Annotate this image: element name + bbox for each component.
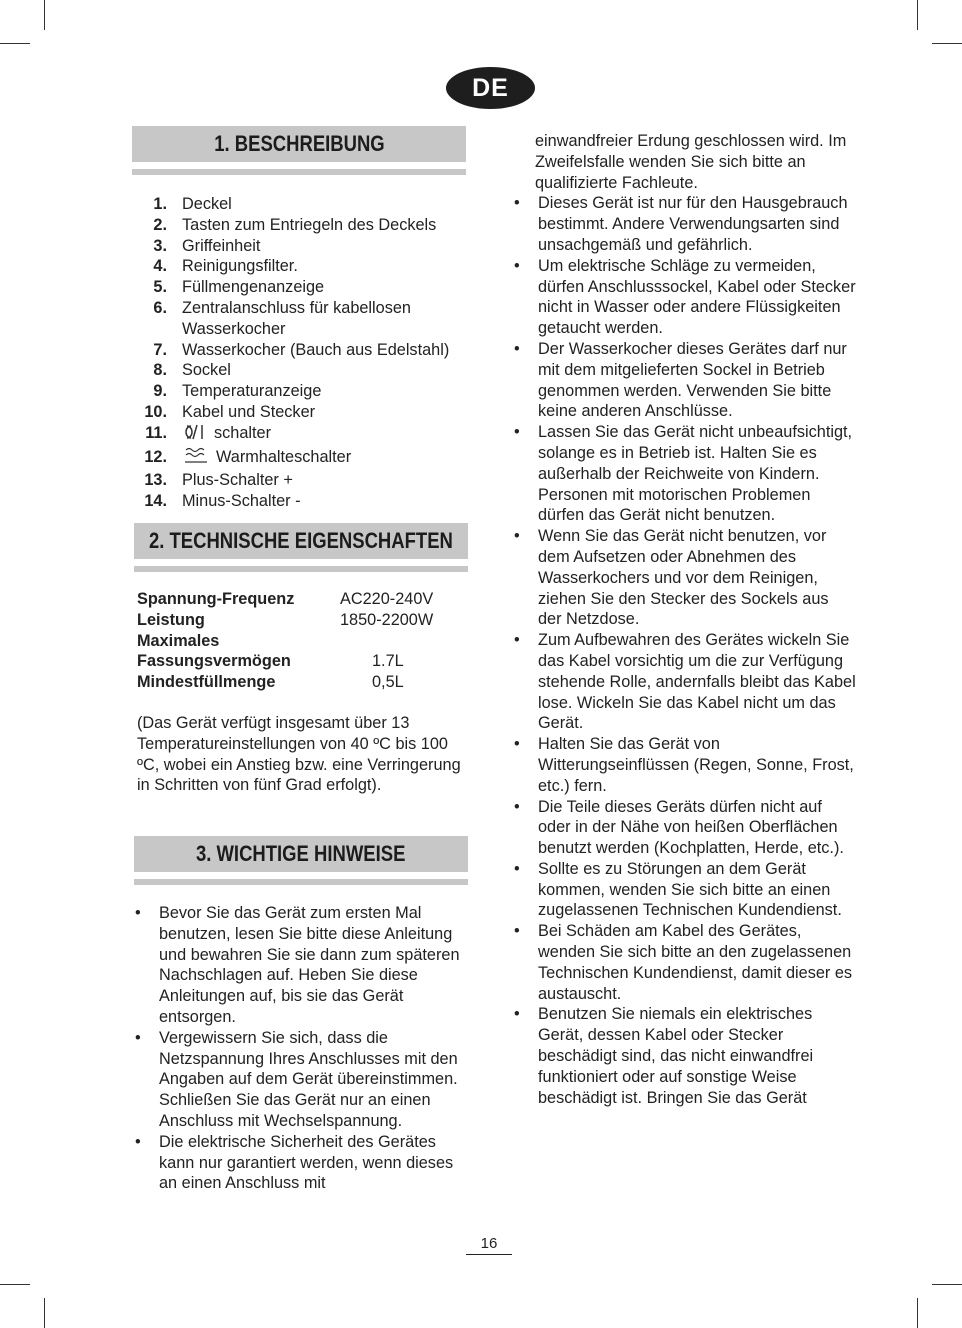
list-item-text: Bei Schäden am Kabel des Gerätes, wenden Sie sich bitte an den zugelassenen Technischen Kundendienst, damit dieser es austauscht.: [538, 922, 853, 1003]
bullet-icon: •: [514, 631, 520, 650]
list-item-text: schalter: [214, 423, 272, 442]
spec-value: 1850-2200W: [340, 610, 434, 629]
list-item: [132, 277, 472, 298]
list-item-text: Deckel: [182, 195, 232, 213]
list-item: [132, 423, 472, 447]
list-item-text: Plus-Schalter +: [182, 471, 293, 490]
bullet-icon: •: [514, 859, 520, 878]
list-item-number: 1.: [153, 195, 167, 213]
list-item-number: 4.: [153, 257, 167, 276]
list-item-text: einwandfreier Erdung geschlossen wird. Im Zweifelsfalle wenden Sie sich bitte an qualifizierte Fachleute.: [535, 132, 847, 192]
spec-key: Maximales: [137, 631, 220, 650]
list-item: [132, 381, 472, 402]
list-item: [132, 298, 472, 340]
bullet-icon: •: [514, 339, 520, 358]
list-item: [511, 526, 856, 630]
list-item-text: Tasten zum Entriegeln des Deckels: [182, 215, 437, 234]
list-item: [132, 491, 472, 512]
list-item-text: Wenn Sie das Gerät nicht benutzen, vor dem Aufsetzen oder Abnehmen des Wasserkochers und vor dem Reinigen, ziehen Sie den Stecker des Sockels aus der Netzdose.: [538, 527, 829, 629]
list-item: [511, 339, 856, 422]
list-item: [132, 236, 472, 257]
list-item-number: 6.: [153, 298, 167, 317]
list-item: [132, 194, 472, 215]
crop-mark: [0, 1284, 30, 1285]
section-divider: [134, 566, 468, 572]
list-item-text: Füllmengenanzeige: [182, 278, 325, 297]
list-item-number: 13.: [144, 471, 167, 490]
list-item: [132, 470, 472, 491]
list-item: [511, 921, 856, 1004]
spec-row: [137, 651, 467, 672]
list-item-text: Die Teile dieses Geräts dürfen nicht auf oder in der Nähe von heißen Oberflächen benutzt werden (Kochplatten, Herde, etc.).: [538, 797, 844, 858]
page-number: 16: [466, 1235, 512, 1255]
spec-row: [137, 589, 467, 610]
list-item-text: Wasserkocher (Bauch aus Edelstahl): [182, 340, 450, 359]
list-item-text: Vergewissern Sie sich, dass die Netzspannung Ihres Anschlusses mit den Angaben auf dem Gerät übereinstimmen. Schließen Sie das Gerät nur an einen Anschluss mit Wechselspannung.: [159, 1028, 458, 1130]
spec-key: Mindestfüllmenge: [137, 673, 276, 692]
list-item-text: Zum Aufbewahren des Gerätes wickeln Sie das Kabel vorsichtig um die zur Verfügung stehende Rolle, andernfalls bleibt das Kabel lose. Wickeln Sie das Kabel nicht um das Gerät.: [538, 631, 856, 733]
section-heading-wichtige-hinweise: 3. WICHTIGE HINWEISE: [134, 836, 468, 872]
crop-mark: [44, 1298, 45, 1328]
list-item: [511, 193, 856, 255]
list-item: [511, 630, 856, 734]
bullet-icon: •: [514, 194, 520, 213]
crop-mark: [44, 0, 45, 30]
list-item: [511, 1004, 856, 1108]
list-item: [132, 447, 472, 471]
list-item-number: 9.: [153, 382, 167, 401]
crop-mark: [917, 1298, 918, 1328]
list-item: [132, 360, 472, 381]
list-item-text: Die elektrische Sicherheit des Gerätes kann nur garantiert werden, wenn dieses an einen Anschluss mit: [159, 1132, 454, 1193]
bullet-icon: •: [514, 527, 520, 546]
bullet-icon: •: [514, 735, 520, 754]
keep-warm-icon: [182, 447, 210, 471]
list-item: [132, 256, 472, 277]
list-item-text: Halten Sie das Gerät von Witterungseinflüssen (Regen, Sonne, Frost, etc.) fern.: [538, 735, 854, 795]
spec-value: 0,5L: [372, 673, 404, 692]
list-item: [511, 422, 856, 526]
bullet-icon: •: [135, 904, 141, 922]
list-item-text: Reinigungsfilter.: [182, 257, 298, 276]
list-item-text: Sockel: [182, 361, 231, 380]
bullet-icon: •: [514, 797, 520, 816]
list-item-text: Minus-Schalter -: [182, 492, 301, 511]
crop-mark: [932, 43, 962, 44]
spec-key: Leistung: [137, 610, 205, 629]
list-item-text: Bevor Sie das Gerät zum ersten Mal benutzen, lesen Sie bitte diese Anleitung und bewahren Sie sie dann zum späteren Nachschlagen auf. Heben Sie diese Anleitungen auf, bis sie das Gerät entsorgen.: [159, 904, 460, 1026]
list-item: [511, 734, 856, 796]
list-item-number: 5.: [153, 278, 167, 297]
list-item: [511, 859, 856, 921]
list-item-number: 11.: [145, 423, 167, 442]
crop-mark: [0, 43, 30, 44]
list-item-text: Kabel und Stecker: [182, 402, 316, 421]
spec-row: [137, 672, 467, 693]
section-divider: [134, 879, 468, 885]
list-item: [132, 1132, 470, 1194]
spec-note: (Das Gerät verfügt insgesamt über 13 Temperatureinstellungen von 40 ºC bis 100 ºC, wobei ein Anstieg bzw. eine Verringerung in Schritten von fünf Grad erfolgt).: [137, 714, 461, 795]
crop-mark: [917, 0, 918, 30]
list-item: [132, 340, 472, 361]
list-item: [511, 256, 856, 339]
list-item-text: Benutzen Sie niemals ein elektrisches Gerät, dessen Kabel oder Stecker beschädigt sind, das nicht einwandfrei funktioniert oder auf sonstige Weise beschädigt ist. Bringen Sie das Gerät: [538, 1005, 814, 1107]
list-item: [511, 131, 856, 193]
list-item-text: Zentralanschluss für kabellosen Wasserkocher: [182, 298, 411, 338]
list-item: [132, 903, 470, 1028]
list-item: [511, 797, 856, 859]
section-heading-beschreibung: 1. BESCHREIBUNG: [132, 126, 466, 162]
list-item-text: Der Wasserkocher dieses Gerätes darf nur mit dem mitgelieferten Sockel in Betrieb genommen werden. Verwenden Sie bitte keine anderen Anschlüsse.: [538, 339, 847, 421]
parts-list: [132, 194, 472, 512]
list-item-text: Um elektrische Schläge zu vermeiden, dürfen Anschlusssockel, Kabel oder Stecker nicht in Wasser oder andere Flüssigkeiten getaucht werden.: [538, 256, 856, 338]
list-item-number: 14.: [144, 492, 167, 511]
hinweise-list-right: [511, 131, 856, 1108]
bullet-icon: •: [514, 1005, 520, 1024]
list-item-number: 7.: [153, 340, 167, 359]
spec-key: Spannung-Frequenz: [137, 590, 295, 608]
section-heading-technische-eigenschaften: 2. TECHNISCHE EIGENSCHAFTEN: [134, 523, 468, 559]
section-divider: [132, 169, 466, 175]
list-item-text: Griffeinheit: [182, 236, 261, 255]
bullet-icon: •: [135, 1132, 141, 1151]
list-item: [132, 215, 472, 236]
list-item-number: 8.: [153, 361, 167, 380]
list-item-text: Warmhalteschalter: [216, 447, 352, 466]
language-badge: DE: [446, 67, 535, 109]
spec-value: AC220-240V: [340, 590, 434, 608]
list-item-number: 12.: [144, 447, 167, 466]
spec-key: Fassungsvermögen: [137, 652, 291, 671]
list-item-text: Dieses Gerät ist nur für den Hausgebrauch bestimmt. Andere Verwendungsarten sind unsachgemäß und gefährlich.: [538, 194, 848, 254]
list-item-text: Sollte es zu Störungen an dem Gerät kommen, wenden Sie sich bitte an einen zugelassenen Technischen Kundendienst.: [538, 859, 842, 920]
list-item-number: 3.: [153, 236, 167, 255]
spec-value: [340, 631, 467, 652]
bullet-icon: •: [514, 423, 520, 442]
list-item-number: 10.: [144, 402, 167, 421]
bullet-icon: •: [135, 1028, 141, 1047]
list-item: [132, 402, 472, 423]
list-item-text: Temperaturanzeige: [182, 382, 322, 401]
list-item-text: Lassen Sie das Gerät nicht unbeaufsichtigt, solange es in Betrieb ist. Halten Sie es außerhalb der Reichweite von Kindern. Personen mit motorischen Problemen dürfen das Gerät nicht benutzen.: [538, 423, 853, 525]
spec-row: [137, 631, 467, 652]
spec-value: 1.7L: [372, 652, 404, 671]
spec-row: [137, 610, 467, 631]
bullet-icon: •: [514, 256, 520, 275]
list-item-number: 2.: [153, 215, 167, 234]
hinweise-list-left: [132, 903, 470, 1194]
power-icon: [182, 423, 208, 447]
list-item: [132, 1028, 470, 1132]
crop-mark: [932, 1284, 962, 1285]
spec-table: [137, 589, 467, 693]
bullet-icon: •: [514, 922, 520, 941]
